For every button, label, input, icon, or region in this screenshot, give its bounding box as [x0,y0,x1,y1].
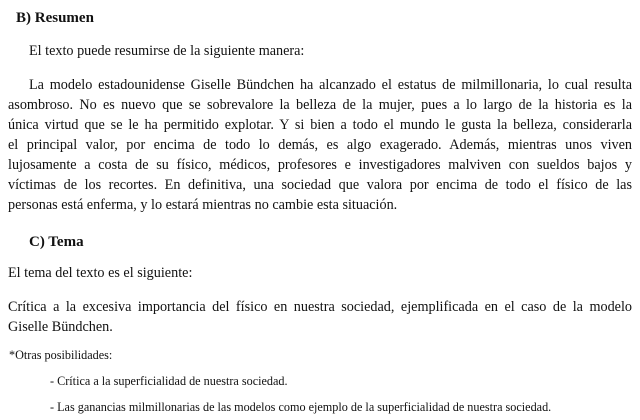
theme-line: Crítica a la excesiva importancia del físico en nuestra sociedad, ejemplificada en el caso de la modelo [8,299,632,315]
summary-intro: El texto puede resumirse de la siguiente manera: [29,43,305,59]
theme-intro: El tema del texto es el siguiente: [8,265,193,281]
summary-line: única virtud que se le ha permitido explotar. Y si bien a todo el mundo le gusta la belleza, considerarla [8,117,632,133]
summary-line: personas está enferma, y lo estará mientras no cambie esta situación. [8,197,398,213]
theme-line: Giselle Bündchen. [8,319,113,335]
summary-line: La modelo estadounidense Giselle Bündchen ha alcanzado el estatus de milmillonaria, lo cual resulta [29,77,632,93]
summary-line: víctimas de los recortes. En definitiva, una sociedad que valora por encima de todo el físico de las [8,177,632,193]
option-item: - Las ganancias milmillonarias de las modelos como ejemplo de la superficialidad de nuestra sociedad. [50,400,552,414]
summary-line: el principal valor, por encima de todo lo demás, es algo exagerado. Además, mientras unos viven [8,137,632,153]
option-item: - Crítica a la superficialidad de nuestra sociedad. [50,374,288,388]
other-options-label: *Otras posibilidades: [9,348,113,362]
section-b-heading: B) Resumen [16,10,94,26]
section-c-heading: C) Tema [29,234,84,250]
summary-line: asombroso. No es nuevo que se sobrevalore la belleza de la mujer, pues a lo largo de la historia es la [8,97,632,113]
summary-line: lujosamente a costa de su físico, médicos, profesores e investigadores malviven con sueldos bajos y [8,157,632,173]
